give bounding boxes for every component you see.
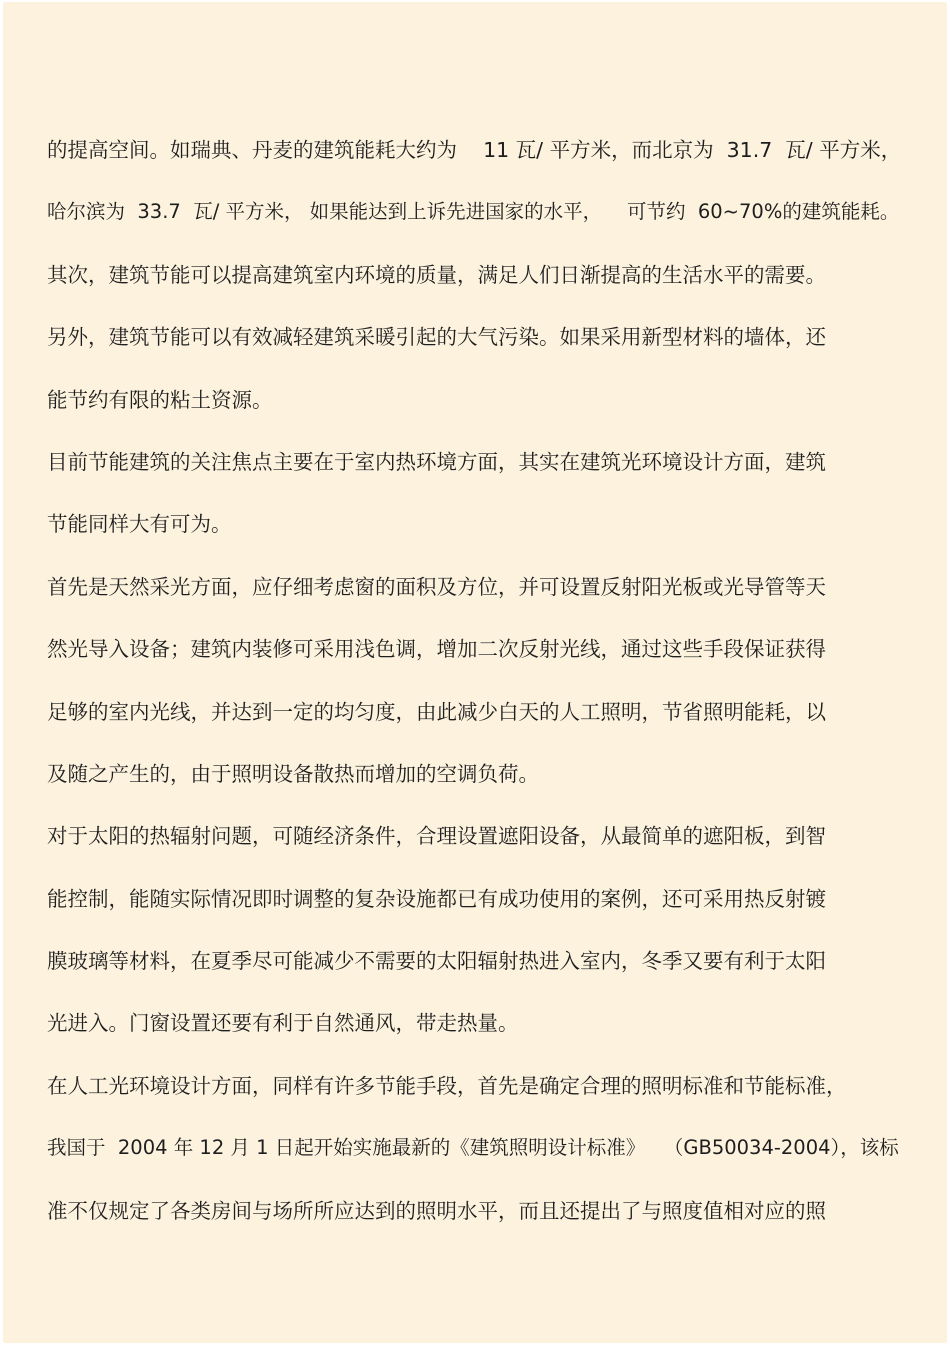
text-line: 在人工光环境设计方面，同样有许多节能手段，首先是确定合理的照明标准和节能标准， <box>47 1073 847 1098</box>
text-line: 及随之产生的，由于照明设备散热而增加的空调负荷。 <box>47 761 539 786</box>
text-line: 准不仅规定了各类房间与场所所应达到的照明水平，而且还提出了与照度值相对应的照 <box>47 1198 826 1223</box>
text-line: 膜玻璃等材料，在夏季尽可能减少不需要的太阳辐射热进入室内，冬季又要有利于太阳 <box>47 949 826 974</box>
text-line: 足够的室内光线，并达到一定的均匀度，由此减少白天的人工照明，节省照明能耗，以 <box>47 699 826 724</box>
text-line: 我国于 2004 年 12 月 1 日起开始实施最新的《建筑照明设计标准》 （GB50034-2004），该标 <box>47 1136 899 1160</box>
text-line: 光进入。门窗设置还要有利于自然通风，带走热量。 <box>47 1011 519 1036</box>
text-line: 另外，建筑节能可以有效减轻建筑采暖引起的大气污染。如果采用新型材料的墙体，还 <box>47 325 826 350</box>
text-line: 对于太阳的热辐射问题，可随经济条件，合理设置遮阳设备，从最简单的遮阳板，到智 <box>47 824 826 849</box>
text-line: 然光导入设备；建筑内装修可采用浅色调，增加二次反射光线，通过这些手段保证获得 <box>47 637 826 662</box>
document-page <box>3 2 947 1343</box>
document-body <box>47 135 907 1258</box>
text-line: 目前节能建筑的关注焦点主要在于室内热环境方面，其实在建筑光环境设计方面，建筑 <box>47 449 826 474</box>
text-line: 哈尔滨为 33.7 瓦/ 平方米， 如果能达到上诉先进国家的水平， 可节约 60~70%的建筑能耗。 <box>47 200 900 224</box>
text-line: 其次，建筑节能可以提高建筑室内环境的质量，满足人们日渐提高的生活水平的需要。 <box>47 262 826 287</box>
text-line: 首先是天然采光方面，应仔细考虑窗的面积及方位，并可设置反射阳光板或光导管等天 <box>47 574 826 599</box>
text-line: 的提高空间。如瑞典、丹麦的建筑能耗大约为 11 瓦/ 平方米，而北京为 31.7 瓦/ 平方米， <box>47 138 902 162</box>
text-line: 能控制，能随实际情况即时调整的复杂设施都已有成功使用的案例，还可采用热反射镀 <box>47 886 826 911</box>
text-line: 能节约有限的粘土资源。 <box>47 387 273 412</box>
text-line: 节能同样大有可为。 <box>47 512 232 537</box>
